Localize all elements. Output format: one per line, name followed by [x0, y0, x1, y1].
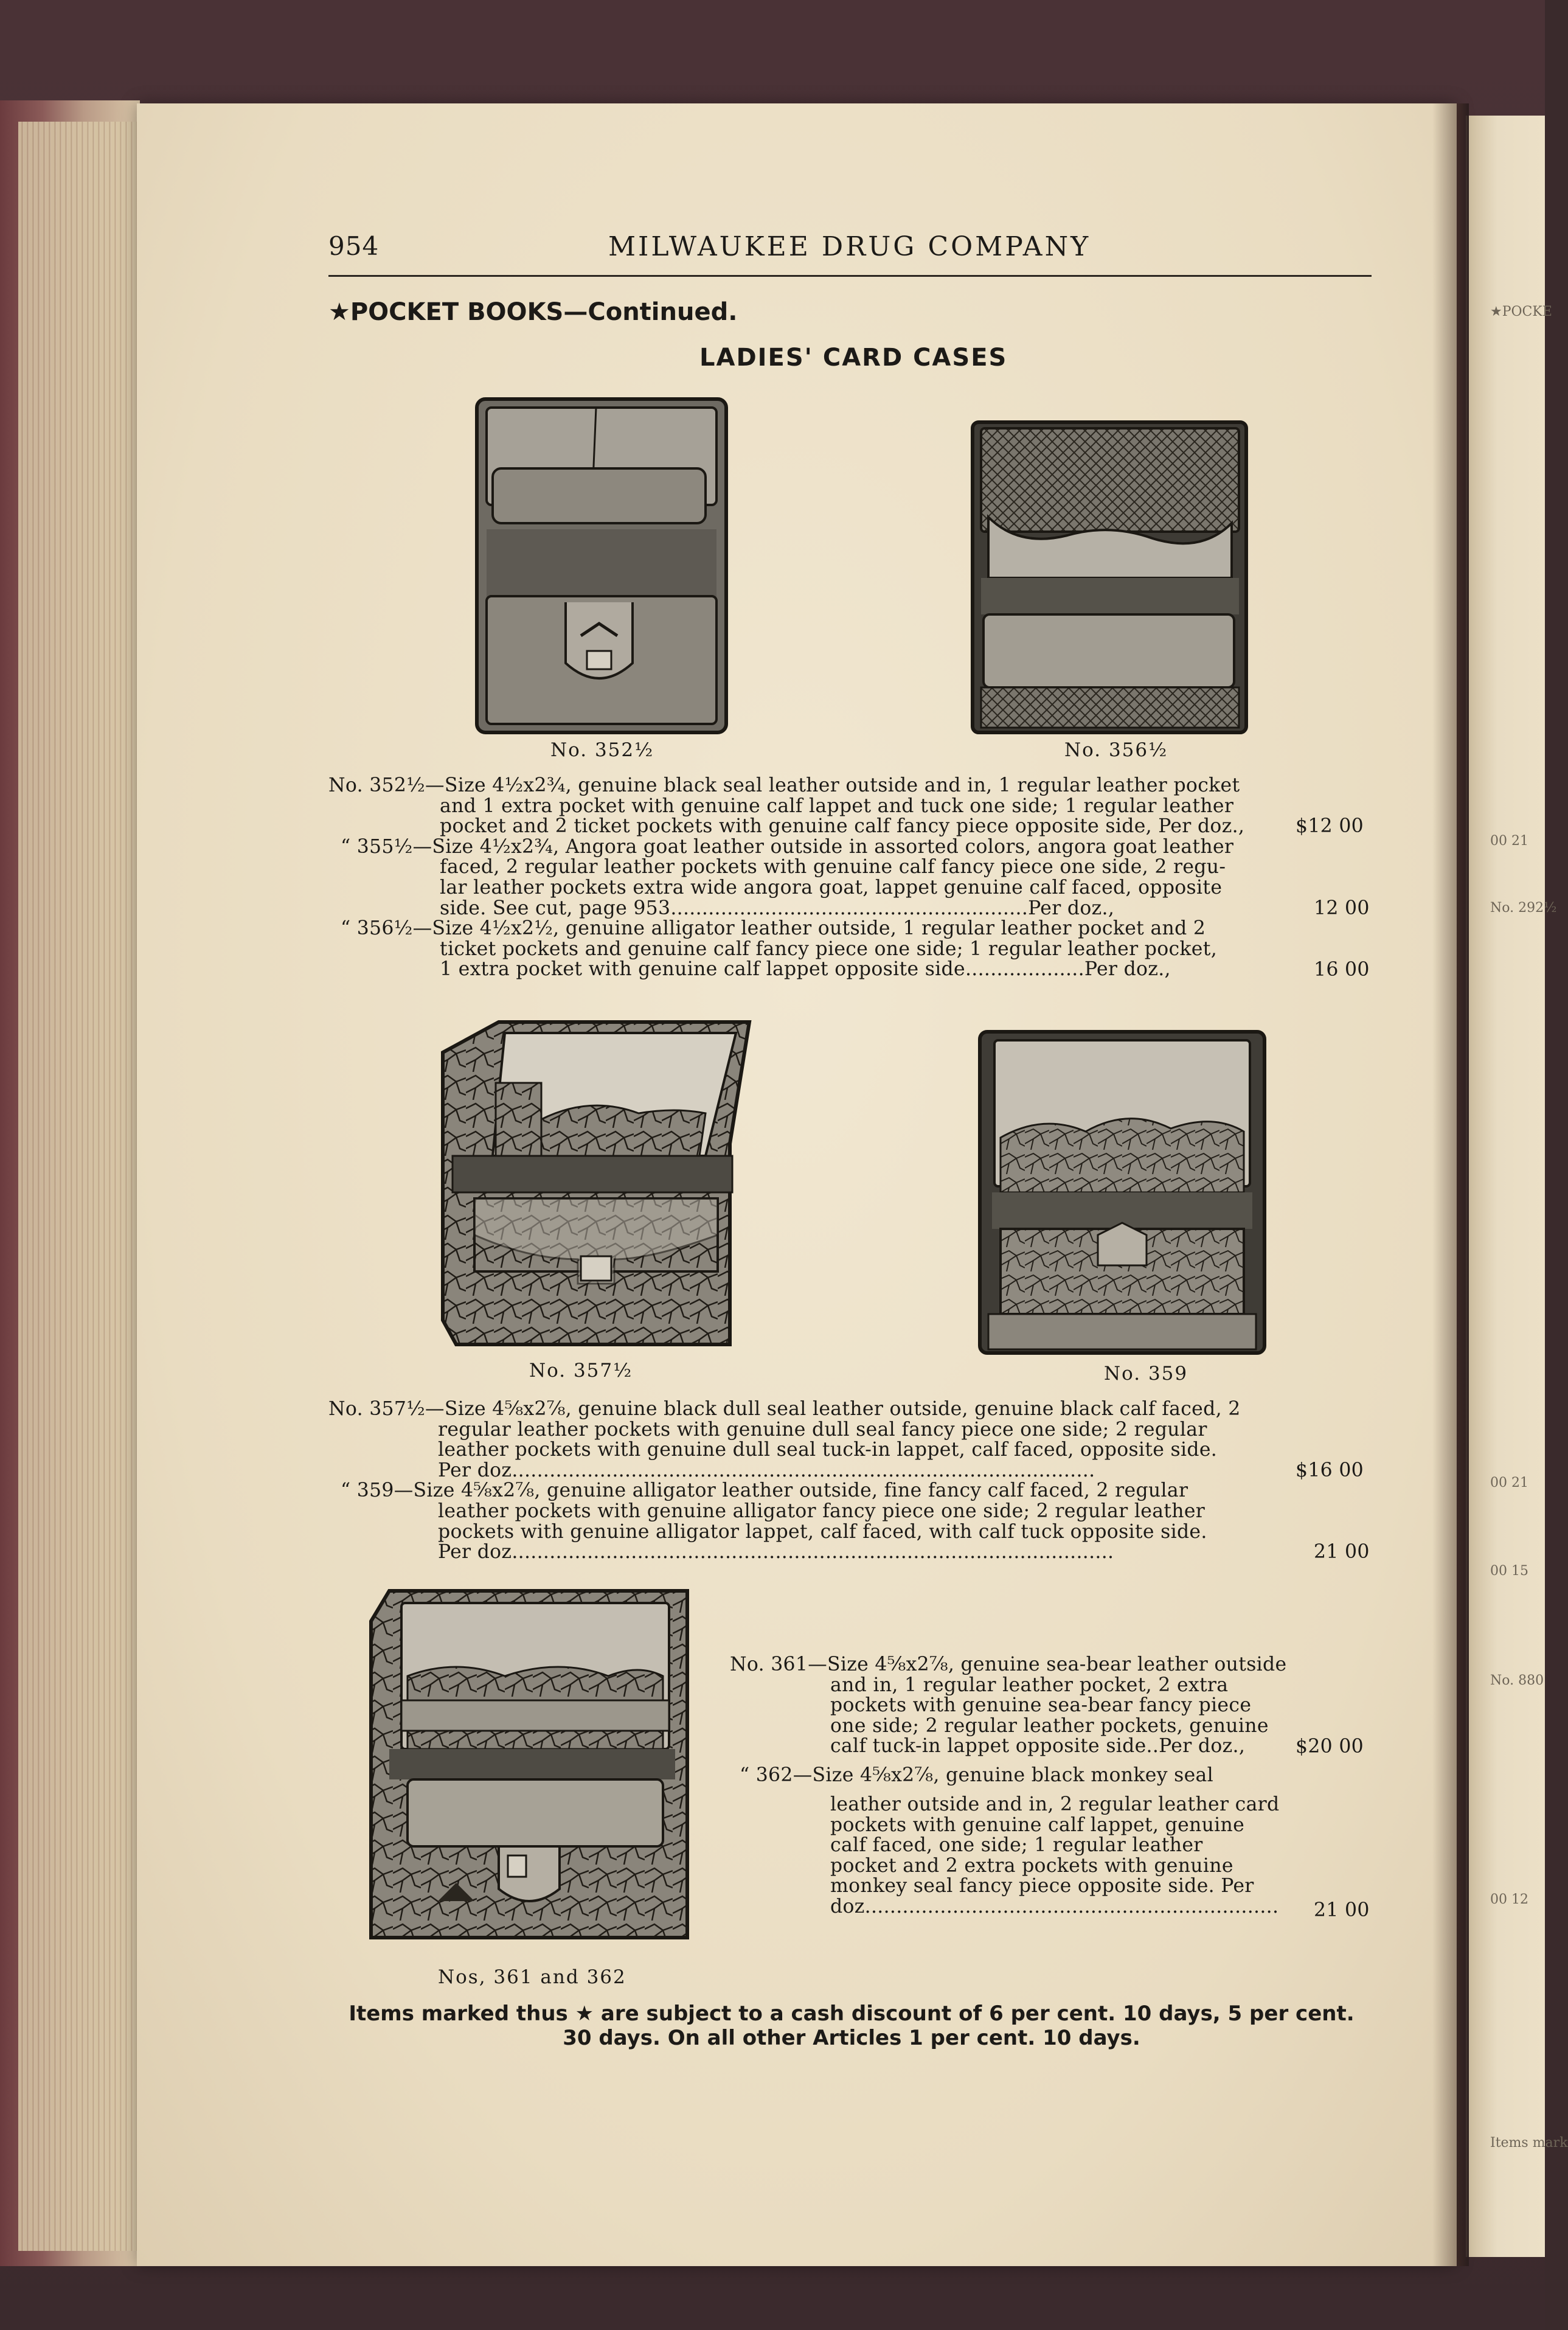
- facing-page-fragment: ★POCKE: [1490, 304, 1552, 319]
- entry-line: doz..................................................................: [830, 1895, 1279, 1918]
- price: 21 00: [1314, 1899, 1370, 1921]
- discount-footnote: [328, 2001, 1375, 2050]
- facing-page-fragment: 00 21: [1490, 1475, 1528, 1490]
- entry-line: “ 362—Size 4⅝x2⅞, genuine black monkey seal: [740, 1764, 1213, 1786]
- footnote-line: Items marked thus ★ are subject to a cash discount of 6 per cent. 10 days, 5 per cent.: [349, 2001, 1355, 2026]
- section-heading: ★POCKET BOOKS—Continued.: [328, 298, 738, 326]
- price: 21 00: [1314, 1541, 1370, 1563]
- facing-page-fragment: No. 880: [1490, 1673, 1544, 1688]
- price: $12 00: [1296, 815, 1364, 837]
- page-number: 954: [328, 231, 380, 261]
- price: 16 00: [1314, 959, 1370, 981]
- entry-line: side. See cut, page 953.........................................................Per doz.,: [440, 897, 1115, 919]
- facing-page-fragment: 00 12: [1490, 1892, 1528, 1907]
- book-gutter-shadow: [1432, 103, 1469, 2266]
- entry-line: pockets with genuine calf lappet, genuine: [830, 1814, 1245, 1836]
- entry-line: No. 361—Size 4⅝x2⅞, genuine sea-bear leather outside: [730, 1654, 1287, 1675]
- figure-caption: No. 359: [1104, 1363, 1188, 1385]
- entry-line: one side; 2 regular leather pockets, genuine: [830, 1714, 1269, 1737]
- facing-page-fragment: Items mark: [1490, 2135, 1568, 2151]
- facing-page-fragment: No. 292½: [1490, 900, 1557, 916]
- footnote-line: 30 days. On all other Articles 1 per cent. 10 days.: [563, 2026, 1140, 2050]
- card-case-359-engraving: [976, 1028, 1268, 1357]
- facing-page-fragment: 00 15: [1490, 1563, 1528, 1579]
- facing-page: [1466, 116, 1568, 2257]
- entry-line: “ 359—Size 4⅝x2⅞, genuine alligator leather outside, fine fancy calf faced, 2 regular: [341, 1480, 1188, 1502]
- figure-caption: No. 357½: [529, 1360, 633, 1382]
- price: $16 00: [1296, 1459, 1364, 1481]
- entry-line: calf tuck-in lappet opposite side..Per doz.,: [830, 1735, 1246, 1758]
- card-case-356-engraving: [970, 420, 1250, 736]
- entry-line: and in, 1 regular leather pocket, 2 extra: [830, 1674, 1229, 1696]
- product-entries-block1: [328, 776, 1244, 980]
- running-header: [328, 231, 1375, 274]
- facing-page-fragment: 00 21: [1490, 833, 1528, 849]
- entry-line: pockets with genuine sea-bear fancy piece: [830, 1694, 1252, 1717]
- entry-line: leather pockets with genuine dull seal tuck-in lappet, calf faced, opposite side.: [438, 1439, 1218, 1461]
- figure-caption: No. 356½: [1064, 739, 1168, 761]
- entry-line: “ 355½—Size 4½x2¾, Angora goat leather outside in assorted colors, angora goat leather: [341, 835, 1234, 858]
- entry-line: pocket and 2 ticket pockets with genuine calf fancy piece opposite side, Per doz.,: [440, 815, 1245, 838]
- entry-line: and 1 extra pocket with genuine calf lappet and tuck one side; 1 regular leather: [440, 795, 1234, 817]
- entry-line: Per doz.............................................................................................: [438, 1459, 1095, 1481]
- price: $20 00: [1296, 1736, 1364, 1758]
- card-case-352-engraving: [474, 395, 730, 736]
- page-edges: [18, 122, 140, 2251]
- entry-line: pocket and 2 extra pockets with genuine: [830, 1854, 1233, 1877]
- entry-line: No. 352½—Size 4½x2¾, genuine black seal leather outside and in, 1 regular leather pocket: [328, 774, 1240, 796]
- entry-line: ticket pockets and genuine calf fancy piece one side; 1 regular leather pocket,: [440, 937, 1218, 960]
- price: 12 00: [1314, 897, 1370, 919]
- card-case-361-362-engraving: [365, 1585, 693, 1950]
- running-title: MILWAUKEE DRUG COMPANY: [608, 231, 1091, 262]
- entry-line: pockets with genuine alligator lappet, calf faced, with calf tuck opposite side.: [438, 1520, 1207, 1543]
- entry-line: No. 357½—Size 4⅝x2⅞, genuine black dull seal leather outside, genuine black calf faced, 2: [328, 1398, 1241, 1420]
- entry-line: 1 extra pocket with genuine calf lappet opposite side...................Per doz.,: [440, 958, 1171, 981]
- entry-line: calf faced, one side; 1 regular leather: [830, 1834, 1203, 1857]
- subsection-heading: LADIES' CARD CASES: [699, 344, 1008, 372]
- entry-line: lar leather pockets extra wide angora goat, lappet genuine calf faced, opposite: [440, 876, 1223, 899]
- figure-caption: No. 352½: [550, 739, 654, 761]
- entry-line: leather outside and in, 2 regular leather card: [830, 1793, 1280, 1815]
- entry-line: faced, 2 regular leather pockets with genuine calf fancy piece one side, 2 regu-: [440, 856, 1226, 878]
- entry-line: monkey seal fancy piece opposite side. Per: [830, 1875, 1254, 1897]
- card-case-357-engraving: [438, 1016, 754, 1357]
- entry-line: “ 356½—Size 4½x2½, genuine alligator leather outside, 1 regular leather pocket and 2: [341, 917, 1206, 940]
- product-entries-block3: [730, 1655, 1286, 1918]
- entry-line: regular leather pockets with genuine dull seal fancy piece one side; 2 regular: [438, 1418, 1207, 1441]
- entry-line: leather pockets with genuine alligator fancy piece one side; 2 regular leather: [438, 1500, 1205, 1522]
- figure-caption: Nos, 361 and 362: [438, 1966, 626, 1988]
- entry-line: Per doz................................................................................................: [438, 1541, 1114, 1563]
- product-entries-block2: [328, 1399, 1241, 1563]
- header-rule: [328, 275, 1372, 277]
